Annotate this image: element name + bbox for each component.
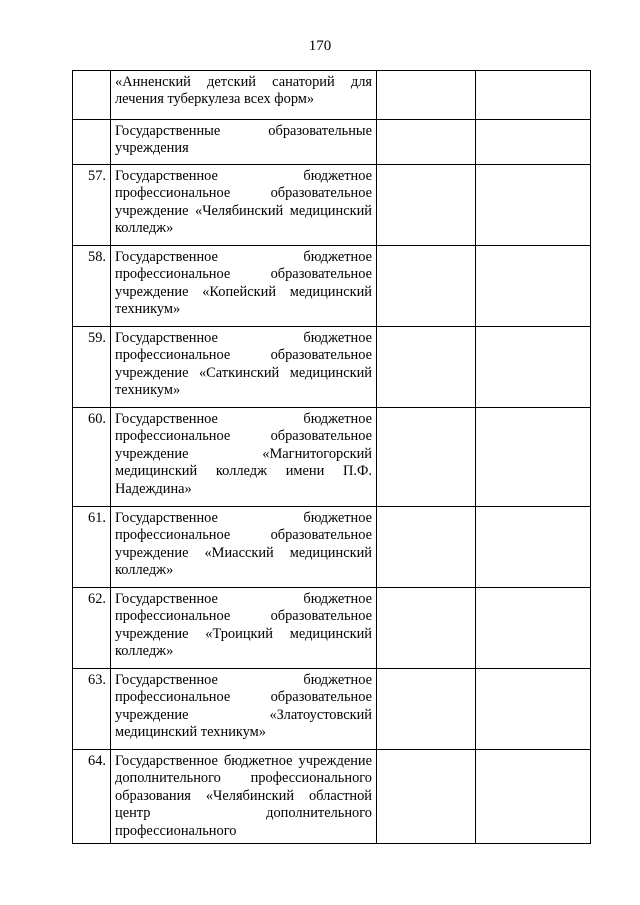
section-heading: Государственные образовательные учреждения [111, 120, 377, 165]
row-number: 63. [73, 669, 111, 750]
institution-name: Государственное бюджетное профессиональное образовательное учреждение «Саткинский медицинский техникум» [111, 327, 377, 408]
empty-cell [377, 669, 476, 750]
table-row [73, 246, 591, 327]
institution-name: «Анненский детский санаторий для лечения туберкулеза всех форм» [111, 71, 377, 120]
table-row [73, 120, 591, 165]
empty-cell [377, 120, 476, 165]
empty-cell [377, 246, 476, 327]
empty-cell [377, 165, 476, 246]
empty-cell [476, 750, 591, 844]
row-number: 61. [73, 507, 111, 588]
institution-name: Государственное бюджетное профессиональное образовательное учреждение «Златоустовский медицинский техникум» [111, 669, 377, 750]
table-row [73, 750, 591, 844]
row-number: 59. [73, 327, 111, 408]
institution-name: Государственное бюджетное учреждение дополнительного профессионального образования «Челябинский областной центр дополнительного профессионального [111, 750, 377, 844]
empty-cell [377, 588, 476, 669]
institution-name: Государственное бюджетное профессиональное образовательное учреждение «Миасский медицинский колледж» [111, 507, 377, 588]
empty-cell [476, 327, 591, 408]
row-number [73, 120, 111, 165]
row-number: 58. [73, 246, 111, 327]
institution-name: Государственное бюджетное профессиональное образовательное учреждение «Троицкий медицинский колледж» [111, 588, 377, 669]
institutions-table [72, 70, 591, 844]
row-number: 64. [73, 750, 111, 844]
institution-name: Государственное бюджетное профессиональное образовательное учреждение «Челябинский медицинский колледж» [111, 165, 377, 246]
table-row [73, 165, 591, 246]
row-number: 57. [73, 165, 111, 246]
empty-cell [476, 246, 591, 327]
empty-cell [476, 669, 591, 750]
table-row [73, 327, 591, 408]
table-row [73, 669, 591, 750]
empty-cell [476, 408, 591, 507]
empty-cell [476, 71, 591, 120]
institution-name: Государственное бюджетное профессиональное образовательное учреждение «Магнитогорский медицинский колледж имени П.Ф. Надеждина» [111, 408, 377, 507]
empty-cell [377, 408, 476, 507]
empty-cell [476, 120, 591, 165]
row-number: 60. [73, 408, 111, 507]
table-row [73, 588, 591, 669]
institution-name: Государственное бюджетное профессиональное образовательное учреждение «Копейский медицинский техникум» [111, 246, 377, 327]
empty-cell [377, 750, 476, 844]
empty-cell [377, 327, 476, 408]
table-row [73, 408, 591, 507]
empty-cell [377, 71, 476, 120]
row-number [73, 71, 111, 120]
table-row [73, 71, 591, 120]
page-number: 170 [308, 38, 332, 54]
row-number: 62. [73, 588, 111, 669]
empty-cell [377, 507, 476, 588]
table-row [73, 507, 591, 588]
empty-cell [476, 507, 591, 588]
empty-cell [476, 588, 591, 669]
empty-cell [476, 165, 591, 246]
